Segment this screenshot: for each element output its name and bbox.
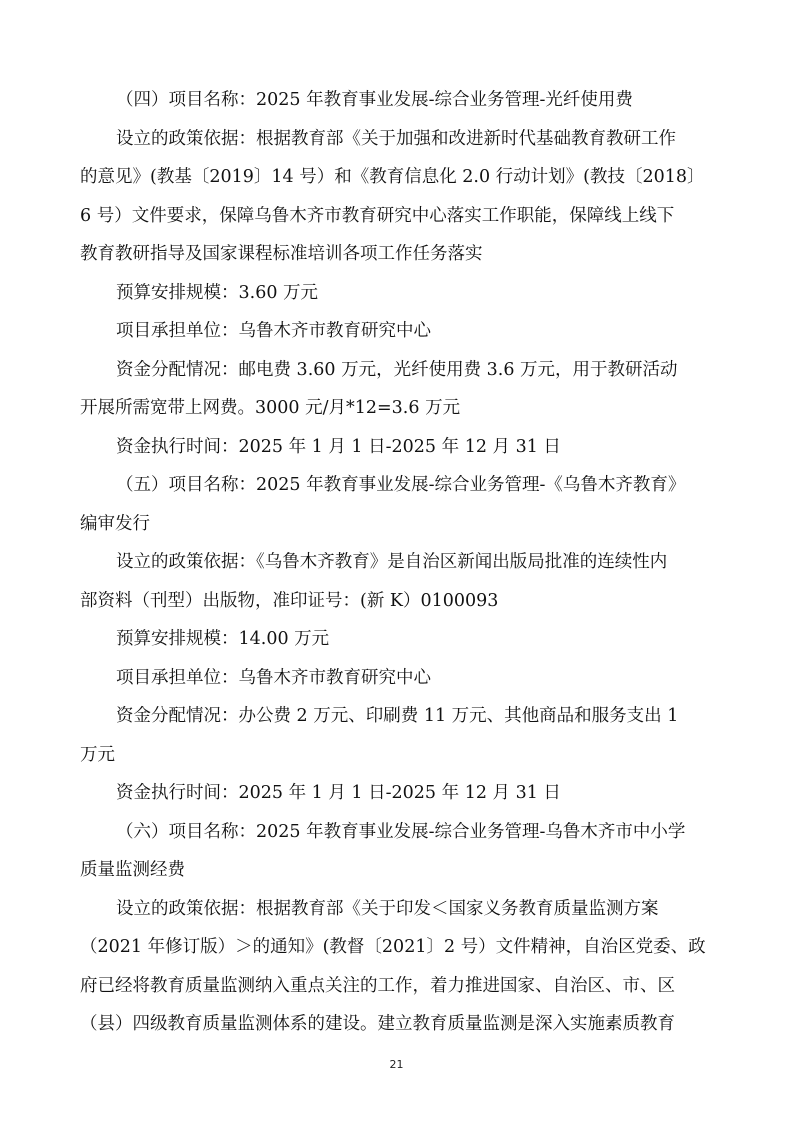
budget-line: 预算安排规模：14.00 万元 bbox=[116, 629, 330, 649]
execution-time-line: 资金执行时间：2025 年 1 月 1 日-2025 年 12 月 31 日 bbox=[116, 783, 561, 803]
heading-project-4: （四）项目名称：2025 年教育事业发展-综合业务管理-光纤使用费 bbox=[116, 90, 633, 110]
paragraph-line: 6 号）文件要求，保障乌鲁木齐市教育研究中心落实工作职能，保障线上线下 bbox=[80, 206, 675, 226]
execution-time-line: 资金执行时间：2025 年 1 月 1 日-2025 年 12 月 31 日 bbox=[116, 437, 561, 457]
page-number: 21 bbox=[389, 1058, 404, 1071]
allocation-line: 开展所需宽带上网费。3000 元/月*12=3.6 万元 bbox=[80, 398, 461, 418]
heading-project-5-cont: 编审发行 bbox=[80, 514, 150, 534]
heading-project-6-cont: 质量监测经费 bbox=[80, 860, 185, 880]
paragraph-line: 设立的政策依据：根据教育部《关于加强和改进新时代基础教育教研工作 bbox=[116, 129, 676, 149]
heading-project-5: （五）项目名称：2025 年教育事业发展-综合业务管理-《乌鲁木齐教育》 bbox=[116, 475, 686, 495]
paragraph-line: 设立的政策依据：《乌鲁木齐教育》是自治区新闻出版局批准的连续性内 bbox=[116, 552, 668, 572]
heading-project-6: （六）项目名称：2025 年教育事业发展-综合业务管理-乌鲁木齐市中小学 bbox=[116, 822, 686, 842]
paragraph-line: （县）四级教育质量监测体系的建设。建立教育质量监测是深入实施素质教育 bbox=[80, 1014, 675, 1034]
allocation-line: 资金分配情况：邮电费 3.60 万元，光纤使用费 3.6 万元，用于教研活动 bbox=[116, 360, 678, 380]
budget-line: 预算安排规模：3.60 万元 bbox=[116, 283, 319, 303]
paragraph-line: 的意见》(教基〔2019〕14 号）和《教育信息化 2.0 行动计划》(教技〔2018〕 bbox=[80, 167, 705, 187]
paragraph-line: 设立的政策依据：根据教育部《关于印发＜国家义务教育质量监测方案 bbox=[116, 899, 659, 919]
allocation-line: 资金分配情况：办公费 2 万元、印刷费 11 万元、其他商品和服务支出 1 bbox=[116, 706, 679, 726]
paragraph-line: 教育教研指导及国家课程标准培训各项工作任务落实 bbox=[80, 244, 483, 264]
paragraph-line: （2021 年修订版）＞的通知》(教督〔2021〕2 号）文件精神，自治区党委、政 bbox=[80, 937, 706, 957]
unit-line: 项目承担单位：乌鲁木齐市教育研究中心 bbox=[116, 668, 431, 688]
allocation-line: 万元 bbox=[80, 745, 115, 765]
unit-line: 项目承担单位：乌鲁木齐市教育研究中心 bbox=[116, 321, 431, 341]
paragraph-line: 部资料（刊型）出版物，准印证号：(新 K）0100093 bbox=[80, 591, 499, 611]
paragraph-line: 府已经将教育质量监测纳入重点关注的工作，着力推进国家、自治区、市、区 bbox=[80, 976, 675, 996]
